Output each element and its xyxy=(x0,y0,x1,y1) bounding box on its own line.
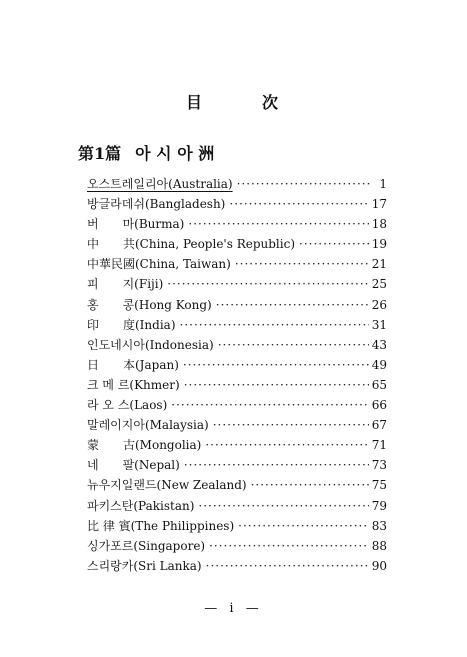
toc-entry-label: 스리랑카(Sri Lanka) xyxy=(87,558,202,573)
toc-entry-label: 라 오 스(Laos) xyxy=(87,398,168,413)
toc-entry-page-number: 19 xyxy=(371,237,387,252)
page-folio: — i — xyxy=(204,601,263,616)
toc-entry-label: 印 度(India) xyxy=(87,317,176,332)
toc-entry xyxy=(87,234,387,254)
dot-leader xyxy=(229,194,368,214)
dot-leader xyxy=(171,395,368,415)
toc-entry-label: 크 메 르(Khmer) xyxy=(87,377,180,392)
toc-entry-label: 오스트레일리아(Australia) xyxy=(87,177,233,191)
toc-entry xyxy=(87,455,387,475)
toc-entry-page-number: 75 xyxy=(371,478,387,493)
toc-entry-page-number: 26 xyxy=(371,297,387,312)
toc-entry-page-number: 71 xyxy=(371,438,387,453)
toc-entry-page-number: 73 xyxy=(371,458,387,473)
toc-entry-page-number: 49 xyxy=(371,357,387,372)
toc-entry-label: 홍 콩(Hong Kong) xyxy=(87,297,212,312)
toc-entry xyxy=(87,516,387,536)
dot-leader xyxy=(198,496,368,516)
toc-entry-page-number: 21 xyxy=(371,257,387,272)
toc-entry-label: 싱가포르(Singapore) xyxy=(87,538,206,553)
dot-leader xyxy=(213,415,369,435)
dot-leader xyxy=(238,516,369,536)
toc-entry-label: 中華民國(China, Taiwan) xyxy=(87,257,231,272)
dot-leader xyxy=(218,335,369,355)
dot-leader xyxy=(188,214,368,234)
toc-entry-label: 뉴우지일랜드(New Zealand) xyxy=(87,478,247,493)
section-number: 第1篇 xyxy=(78,144,122,163)
toc-entry xyxy=(87,375,387,395)
toc-entry xyxy=(87,214,387,234)
dot-leader xyxy=(206,556,369,576)
toc-entry-label: 방글라데쉬(Bangladesh) xyxy=(87,197,226,212)
title-char: 目 xyxy=(186,93,203,112)
toc-entry-page-number: 67 xyxy=(371,418,387,433)
toc-entry-page-number: 18 xyxy=(371,217,387,232)
toc-entry xyxy=(87,174,387,194)
toc-entry-label: 蒙 古(Mongolia) xyxy=(87,438,202,453)
section-heading xyxy=(78,141,214,164)
toc-entry xyxy=(87,395,387,415)
dot-leader xyxy=(235,254,369,274)
toc-entry-page-number: 65 xyxy=(371,377,387,392)
toc-entry-label: 피 지(Fiji) xyxy=(87,277,164,292)
toc-entry xyxy=(87,415,387,435)
toc-entry-page-number: 88 xyxy=(371,538,387,553)
toc-entry-label: 日 本(Japan) xyxy=(87,357,179,372)
dot-leader xyxy=(184,455,369,475)
dot-leader xyxy=(299,234,369,254)
toc-entry xyxy=(87,315,387,335)
dot-leader xyxy=(237,174,370,194)
toc-entry xyxy=(87,355,387,375)
toc-entry xyxy=(87,496,387,516)
toc-entry-page-number: 79 xyxy=(371,498,387,513)
toc-entry-label: 인도네시아(Indonesia) xyxy=(87,337,214,352)
title-char: 次 xyxy=(262,93,279,112)
toc-list xyxy=(87,174,387,576)
toc-entry xyxy=(87,536,387,556)
dot-leader xyxy=(184,375,369,395)
toc-entry-page-number: 66 xyxy=(371,398,387,413)
toc-entry-page-number: 83 xyxy=(371,518,387,533)
toc-entry-label: 比 律 賓(The Philippines) xyxy=(87,518,235,533)
dot-leader xyxy=(209,536,369,556)
toc-entry-label: 파키스탄(Pakistan) xyxy=(87,498,195,513)
toc-entry xyxy=(87,475,387,495)
toc-entry xyxy=(87,556,387,576)
dot-leader xyxy=(216,295,369,315)
toc-entry-label: 네 팔(Nepal) xyxy=(87,458,180,473)
dot-leader xyxy=(180,315,369,335)
toc-entry-page-number: 31 xyxy=(371,317,387,332)
toc-entry-page-number: 90 xyxy=(371,558,387,573)
toc-entry-page-number: 43 xyxy=(371,337,387,352)
toc-entry-page-number: 25 xyxy=(371,277,387,292)
toc-entry xyxy=(87,194,387,214)
toc-entry xyxy=(87,295,387,315)
toc-entry-label: 中 共(China, People's Republic) xyxy=(87,237,296,252)
toc-entry xyxy=(87,254,387,274)
toc-entry-label: 버 마(Burma) xyxy=(87,217,185,232)
toc-entry xyxy=(87,274,387,294)
toc-entry-page-number: 1 xyxy=(379,177,387,191)
dot-leader xyxy=(167,274,368,294)
toc-entry-label: 말레이지아(Malaysia) xyxy=(87,418,209,433)
table-of-contents-title xyxy=(0,90,467,112)
dot-leader xyxy=(251,475,369,495)
dot-leader xyxy=(205,435,368,455)
dot-leader xyxy=(183,355,369,375)
toc-entry-page-number: 17 xyxy=(371,197,387,212)
toc-entry xyxy=(87,335,387,355)
section-title: 아 시 아 洲 xyxy=(135,144,215,163)
toc-entry xyxy=(87,435,387,455)
